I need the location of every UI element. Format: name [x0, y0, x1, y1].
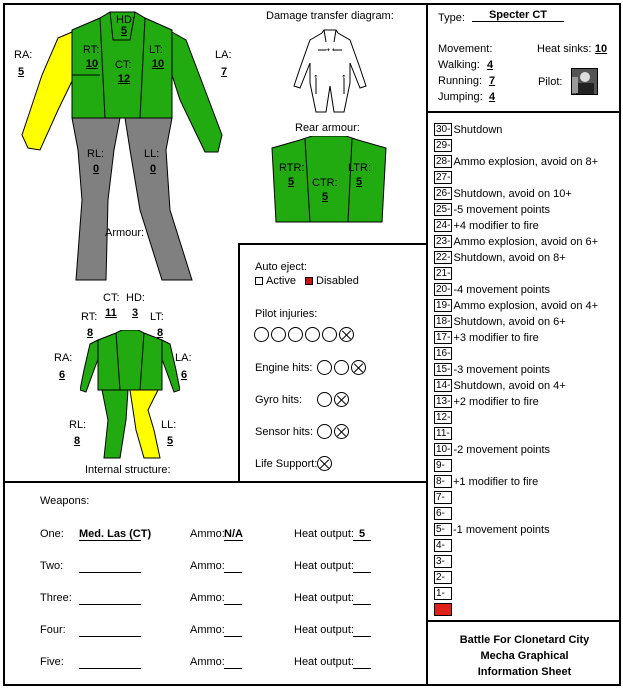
heat-level-box[interactable]: 24-: [436, 220, 451, 231]
heat-scale-row[interactable]: [434, 475, 538, 491]
heat-effect-text: Shutdown, avoid on 4+: [453, 379, 566, 392]
weapon-heat-label: Heat output:: [294, 528, 354, 540]
life-support-track: [317, 456, 334, 471]
weapon-ammo-field[interactable]: N/A: [224, 528, 243, 540]
weapon-ammo-field[interactable]: [224, 624, 242, 637]
internal-rt-value: 8: [86, 327, 94, 339]
heat-scale-row[interactable]: [434, 139, 453, 155]
heat-effect-text: Shutdown, avoid on 10+: [453, 187, 572, 200]
weapon-heat-field[interactable]: [353, 656, 371, 669]
divider-status-top: [238, 243, 428, 245]
auto-eject-active-label: Active: [266, 275, 296, 287]
auto-eject-disabled-checkbox[interactable]: [305, 277, 313, 285]
weapon-ammo-label: Ammo:: [190, 560, 225, 572]
heat-level-box[interactable]: 9-: [434, 459, 452, 472]
heat-level-box[interactable]: 10-: [436, 444, 451, 455]
heat-effect-text: -1 movement points: [453, 523, 550, 536]
sheet-title-line-3: Information Sheet: [477, 666, 572, 678]
pilot-portrait: [571, 68, 598, 95]
gyro-hits-track: [317, 392, 351, 407]
armour-rt-label: RT:: [83, 44, 100, 56]
armour-ra-value: 5: [17, 66, 25, 78]
heat-level-box[interactable]: 1-: [434, 587, 452, 600]
engine-destroyed-circle[interactable]: [351, 360, 366, 375]
heat-level-box[interactable]: 18-: [436, 316, 451, 327]
heat-level-box[interactable]: 2-: [434, 571, 452, 584]
internal-ra-value: 6: [58, 369, 66, 381]
internal-ll-value: 5: [166, 435, 174, 447]
heat-effect-text: -4 movement points: [453, 283, 551, 296]
engine-hits-track: [317, 360, 368, 375]
engine-hit-circle[interactable]: [334, 360, 349, 375]
heat-scale-row[interactable]: [434, 155, 598, 171]
rear-ctr-label: CTR:: [312, 177, 338, 189]
heat-scale-row[interactable]: [434, 347, 453, 363]
heat-scale-row[interactable]: [434, 203, 550, 219]
heat-level-box[interactable]: 17-: [436, 332, 451, 343]
armour-la-label: LA:: [215, 49, 232, 61]
pilot-injury-circle[interactable]: [288, 327, 303, 342]
heat-scale-row[interactable]: [434, 491, 453, 507]
weapon-heat-field[interactable]: [353, 560, 371, 573]
heat-effect-text: +2 modifier to fire: [453, 395, 539, 408]
weapon-heat-label: Heat output:: [294, 656, 354, 668]
internal-ct-label: CT:: [103, 292, 120, 304]
weapon-name-field[interactable]: [79, 592, 141, 605]
heat-scale-row[interactable]: [434, 235, 598, 251]
heat-scale-row[interactable]: [434, 523, 550, 539]
weapon-heat-field[interactable]: 5: [353, 528, 371, 541]
weapon-slot-label: One:: [40, 528, 64, 540]
heat-effect-text: Shutdown: [453, 123, 503, 136]
sheet-title-line-2: Mecha Graphical: [480, 650, 569, 662]
running-label: Running:: [438, 75, 483, 87]
heat-scale-row[interactable]: [434, 603, 453, 619]
heat-scale-row[interactable]: [434, 395, 539, 411]
rear-ltr-value: 5: [355, 176, 363, 188]
internal-right-leg: [102, 390, 128, 458]
heat-level-box[interactable]: 28-: [436, 156, 451, 167]
rear-rtr-value: 5: [287, 176, 295, 188]
heat-scale-row[interactable]: [434, 251, 566, 267]
jumping-label: Jumping:: [438, 91, 483, 103]
heat-scale-row[interactable]: [434, 331, 539, 347]
auto-eject-disabled-label: Disabled: [316, 275, 359, 287]
rear-ctr-value: 5: [321, 191, 329, 203]
heat-scale-row[interactable]: [434, 379, 566, 395]
internal-left-arm: [160, 340, 180, 392]
heat-scale-row[interactable]: [434, 219, 539, 235]
internal-rl-label: RL:: [69, 419, 87, 431]
heat-effect-text: Shutdown, avoid on 8+: [453, 251, 566, 264]
heat-scale-row[interactable]: [434, 571, 453, 587]
heat-scale-row[interactable]: [434, 443, 550, 459]
heat-level-box[interactable]: 12-: [436, 412, 451, 423]
heat-effect-text: Ammo explosion, avoid on 8+: [453, 155, 599, 168]
heat-scale-row[interactable]: [434, 555, 453, 571]
heat-level-box[interactable]: 20-: [436, 284, 451, 295]
heat-effect-text: Shutdown, avoid on 6+: [453, 315, 566, 328]
type-value: Specter CT: [472, 9, 564, 22]
armour-left-leg: [125, 118, 192, 280]
internal-hd-value: 3: [131, 307, 139, 319]
pilot-label: Pilot:: [538, 76, 563, 88]
heat-level-box[interactable]: 5-: [434, 523, 452, 536]
heat-scale-row[interactable]: [434, 411, 453, 427]
armour-right-leg: [72, 118, 120, 280]
auto-eject-active-checkbox[interactable]: [255, 277, 263, 285]
heat-level-box[interactable]: 19-: [436, 300, 451, 311]
heat-scale-row[interactable]: [434, 171, 453, 187]
heat-level-box[interactable]: 8-: [434, 475, 452, 488]
heat-scale-row[interactable]: [434, 283, 550, 299]
heat-level-box[interactable]: 15-: [436, 364, 451, 375]
divider-title-top: [426, 620, 621, 622]
type-label: Type:: [438, 12, 465, 24]
heat-level-box[interactable]: 14-: [436, 380, 451, 391]
heat-effect-text: Ammo explosion, avoid on 4+: [453, 299, 599, 312]
heat-level-box[interactable]: 7-: [434, 491, 452, 504]
weapon-heat-field[interactable]: [353, 592, 371, 605]
rear-rtr-label: RTR:: [279, 162, 305, 174]
weapon-heat-field[interactable]: [353, 624, 371, 637]
internal-caption: Internal structure:: [85, 464, 171, 476]
jumping-value: 4: [488, 91, 496, 103]
armour-hd-label: HD:: [116, 14, 135, 26]
heat-effect-text: +3 modifier to fire: [453, 331, 539, 344]
weapon-ammo-field[interactable]: [224, 656, 242, 669]
heat-level-box[interactable]: 30-: [436, 124, 451, 135]
heat-scale-row[interactable]: [434, 315, 566, 331]
heat-scale-row[interactable]: [434, 299, 598, 315]
pilot-injury-circle[interactable]: [322, 327, 337, 342]
svg-text:←: ←: [332, 46, 338, 54]
heat-level-box[interactable]: 21-: [436, 268, 451, 279]
heat-sinks-label: Heat sinks:: [537, 43, 592, 55]
heat-scale-row[interactable]: [434, 507, 453, 523]
svg-text:↑: ↑: [313, 74, 319, 82]
weapon-slot-label: Three:: [40, 592, 72, 604]
armour-rt-value: 10: [85, 58, 99, 70]
engine-hits-label: Engine hits:: [255, 362, 313, 374]
heat-sinks-value: 10: [594, 43, 608, 55]
pilot-death-circle[interactable]: [339, 327, 354, 342]
armour-la-value: 7: [220, 66, 228, 78]
heat-scale-row[interactable]: [434, 363, 550, 379]
internal-lt-value: 8: [156, 327, 164, 339]
heat-scale-row[interactable]: [434, 459, 453, 475]
heat-level-box[interactable]: 26-: [436, 188, 451, 199]
heat-level-box[interactable]: 3-: [434, 555, 452, 568]
heat-effect-text: -2 movement points: [453, 443, 551, 456]
weapon-ammo-field[interactable]: [224, 560, 242, 573]
heat-level-box[interactable]: 11-: [434, 427, 452, 440]
rear-armour-title: Rear armour:: [295, 122, 360, 134]
internal-torso: [98, 330, 162, 390]
internal-lt-label: LT:: [150, 311, 164, 323]
armour-rl-label: RL:: [87, 148, 105, 160]
weapons-title: Weapons:: [40, 495, 90, 507]
heat-level-box[interactable]: 25-: [436, 204, 451, 215]
heat-effect-text: -3 movement points: [453, 363, 551, 376]
sensor-hits-label: Sensor hits:: [255, 426, 314, 438]
sensor-destroyed-circle[interactable]: [334, 424, 349, 439]
weapon-ammo-field[interactable]: [224, 592, 242, 605]
heat-effect-text: Ammo explosion, avoid on 6+: [453, 235, 599, 248]
heat-level-box[interactable]: 13-: [436, 396, 451, 407]
heat-level-box[interactable]: 22-: [436, 252, 451, 263]
walking-label: Walking:: [438, 59, 480, 71]
weapon-ammo-label: Ammo:: [190, 592, 225, 604]
heat-scale-row[interactable]: [434, 587, 453, 603]
armour-hd-value: 5: [120, 25, 128, 37]
armour-diagram: [0, 0, 240, 290]
weapon-heat-label: Heat output:: [294, 560, 354, 572]
movement-label: Movement:: [438, 43, 493, 55]
internal-rt-label: RT:: [81, 311, 98, 323]
sensor-hit-circle[interactable]: [317, 424, 332, 439]
internal-ll-label: LL:: [161, 419, 177, 431]
pilot-injury-track: [254, 327, 356, 342]
armour-lt-value: 10: [151, 58, 165, 70]
heat-scale-row[interactable]: [434, 123, 502, 139]
armour-ct-value: 12: [117, 73, 131, 85]
divider-vertical-main: [426, 3, 428, 686]
heat-scale-row[interactable]: [434, 427, 453, 443]
rear-ltr-label: LTR:: [348, 162, 372, 174]
armour-ll-value: 0: [149, 163, 157, 175]
gyro-destroyed-circle[interactable]: [334, 392, 349, 407]
life-support-circle[interactable]: [317, 456, 332, 471]
heat-scale-row[interactable]: [434, 267, 453, 283]
weapon-slot-label: Four:: [40, 624, 66, 636]
internal-left-leg: [130, 390, 160, 458]
weapon-heat-label: Heat output:: [294, 624, 354, 636]
heat-level-box[interactable]: 29-: [436, 140, 451, 151]
pilot-injury-circle[interactable]: [271, 327, 286, 342]
heat-scale-row[interactable]: [434, 187, 572, 203]
heat-level-box[interactable]: 23-: [436, 236, 451, 247]
pilot-injuries-label: Pilot injuries:: [255, 308, 318, 320]
heat-level-box[interactable]: 27-: [436, 172, 451, 183]
weapon-ammo-label: Ammo:: [190, 528, 225, 540]
weapon-name-field[interactable]: [79, 560, 141, 573]
internal-rl-value: 8: [73, 435, 81, 447]
damage-transfer-title: Damage transfer diagram:: [266, 10, 394, 22]
heat-effect-text: -5 movement points: [453, 203, 551, 216]
gyro-hits-label: Gyro hits:: [255, 394, 303, 406]
armour-ll-label: LL:: [144, 148, 160, 160]
heat-level-box[interactable]: 0-: [434, 603, 452, 616]
weapon-slot-label: Five:: [40, 656, 64, 668]
pilot-injury-circle[interactable]: [305, 327, 320, 342]
pilot-injury-circle[interactable]: [254, 327, 269, 342]
weapon-name-field[interactable]: [79, 624, 141, 637]
weapon-ammo-label: Ammo:: [190, 624, 225, 636]
engine-hit-circle[interactable]: [317, 360, 332, 375]
damage-transfer-diagram: [280, 28, 380, 114]
auto-eject-label: Auto eject:: [255, 261, 307, 273]
weapon-name-field[interactable]: Med. Las (CT): [79, 528, 152, 540]
armour-caption: Armour:: [105, 227, 145, 239]
internal-right-arm: [80, 340, 100, 392]
weapon-heat-label: Heat output:: [294, 592, 354, 604]
divider-info-bottom: [426, 111, 621, 113]
weapon-name-field[interactable]: [79, 656, 141, 669]
running-value: 7: [488, 75, 496, 87]
sheet-title-line-1: Battle For Clonetard City: [459, 634, 590, 646]
armour-rl-value: 0: [92, 163, 100, 175]
svg-text:↑: ↑: [341, 74, 347, 82]
weapon-slot-label: Two:: [40, 560, 64, 572]
weapon-ammo-label: Ammo:: [190, 656, 225, 668]
heat-effect-text: +1 modifier to fire: [453, 475, 539, 488]
heat-effect-text: +4 modifier to fire: [453, 219, 539, 232]
walking-value: 4: [486, 59, 494, 71]
internal-ra-label: RA:: [54, 352, 73, 364]
sensor-hits-track: [317, 424, 351, 439]
internal-la-value: 6: [180, 369, 188, 381]
heat-level-box[interactable]: 6-: [434, 507, 452, 520]
armour-ct-label: CT:: [115, 59, 132, 71]
internal-ct-value: 11: [105, 307, 117, 319]
heat-scale-row[interactable]: [434, 539, 453, 555]
gyro-hit-circle[interactable]: [317, 392, 332, 407]
internal-hd-label: HD:: [126, 292, 145, 304]
armour-lt-label: LT:: [149, 44, 163, 56]
armour-ra-label: RA:: [14, 49, 33, 61]
auto-eject-options: [255, 275, 359, 287]
heat-level-box[interactable]: 16-: [436, 348, 451, 359]
divider-weapons-top: [3, 481, 428, 483]
sheet-title: [428, 632, 621, 680]
life-support-label: Life Support:: [255, 458, 318, 470]
svg-text:→: →: [324, 46, 330, 54]
internal-la-label: LA:: [175, 352, 192, 364]
heat-level-box[interactable]: 4-: [434, 539, 452, 552]
